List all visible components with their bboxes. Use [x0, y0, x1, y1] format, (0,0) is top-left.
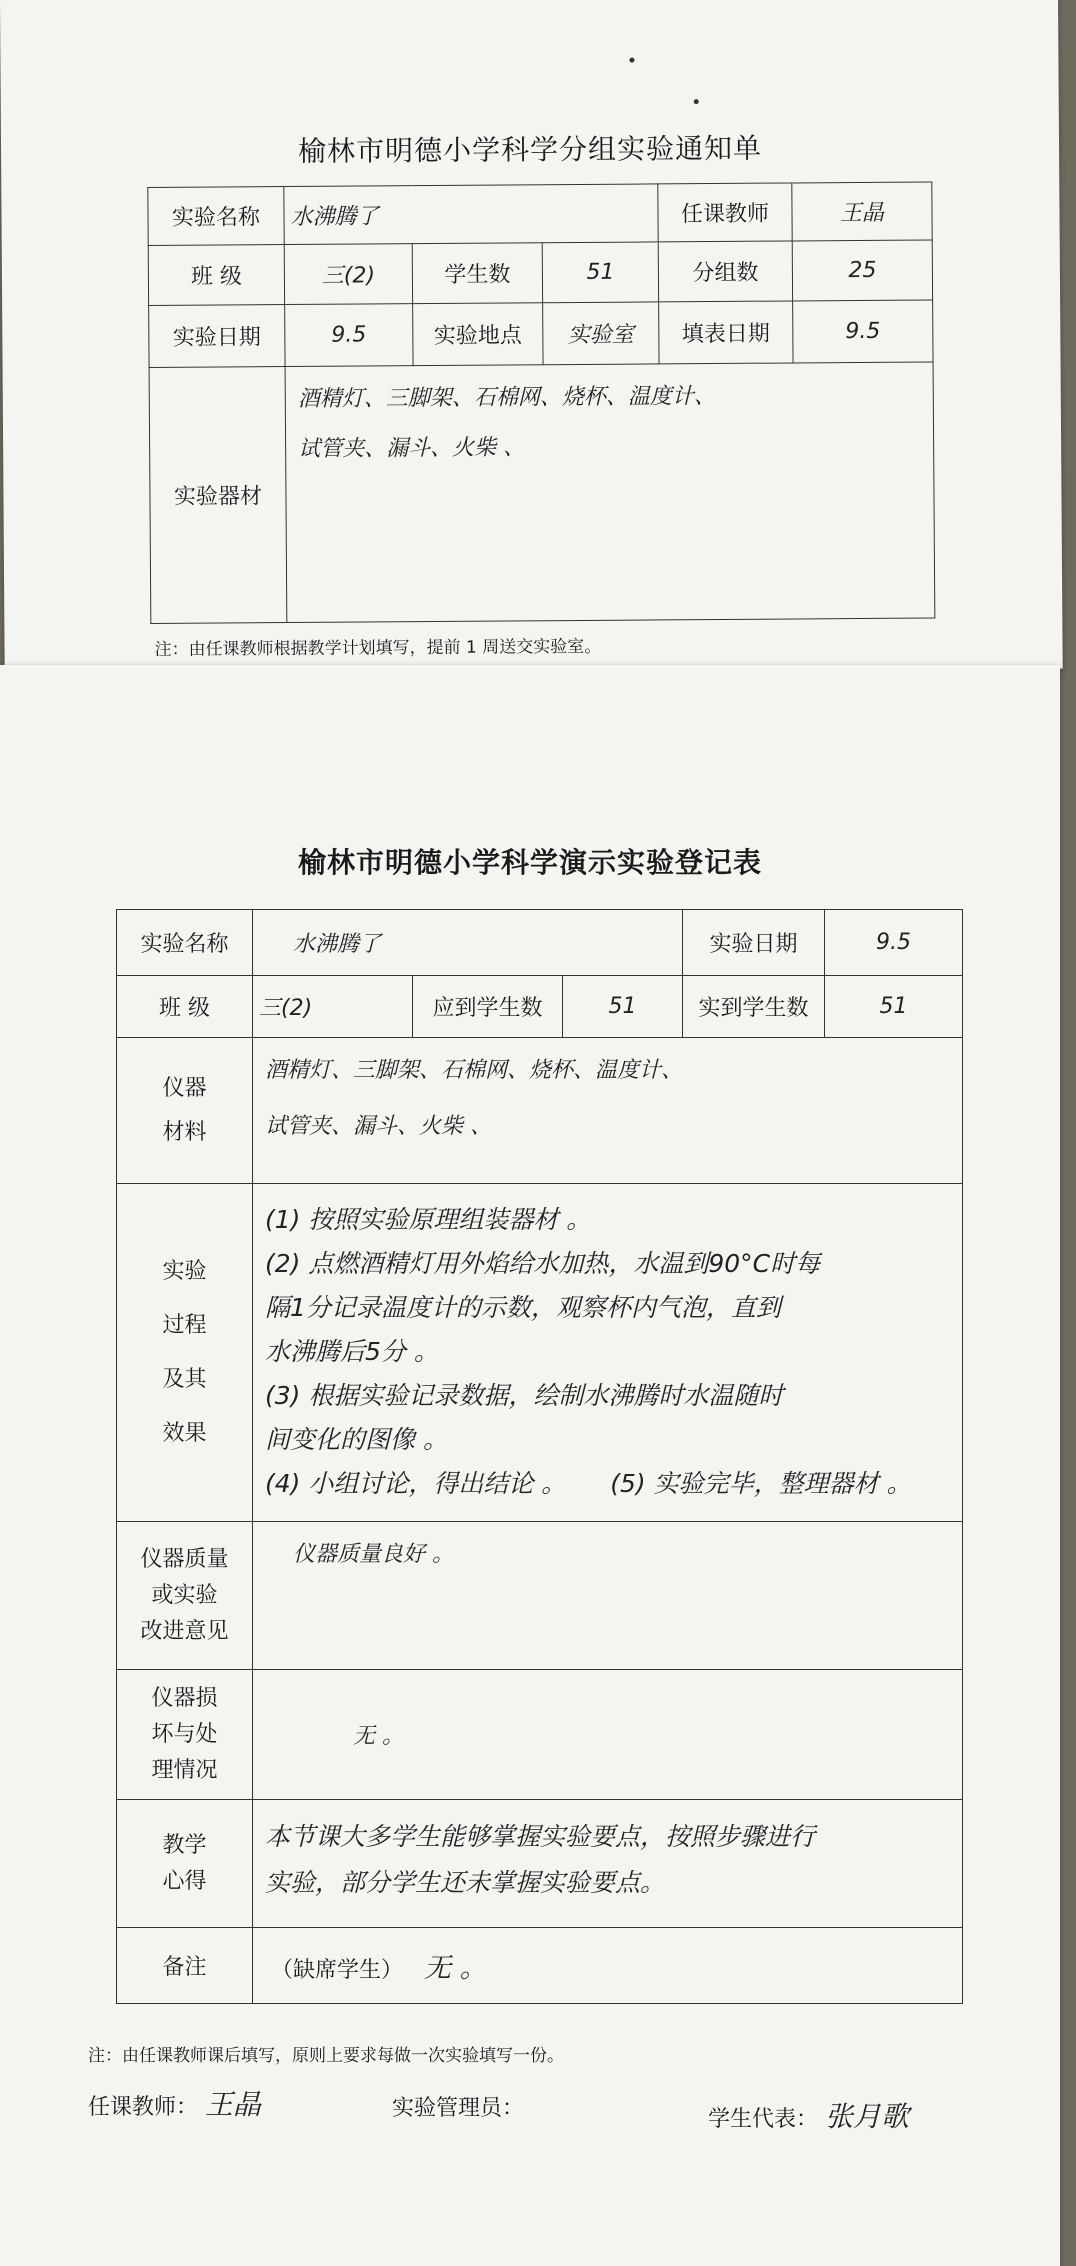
teacher-signature: [88, 2083, 261, 2123]
damage-label: 仪器损 坏与处 理情况: [117, 1670, 253, 1800]
register-row-class: [117, 976, 963, 1038]
fill-date-value: 9.5: [793, 300, 933, 363]
reg-equipment-value: [253, 1038, 963, 1184]
remarks-prefix: （缺席学生）: [271, 1958, 404, 1983]
notice-note: 注：由任课教师根据教学计划填写，提前 1 周送交实验室。: [154, 636, 602, 660]
process-line-1: (1) 按照实验原理组装器材 。: [265, 1205, 592, 1234]
register-row-process: [117, 1184, 963, 1522]
equipment-line-1: 酒精灯、三脚架、石棉网、烧杯、温度计、: [297, 384, 716, 412]
ink-dot: [629, 58, 634, 63]
expected-students-label: 应到学生数: [413, 976, 563, 1038]
register-row-damage: [117, 1670, 963, 1800]
group-count-value: 25: [792, 240, 932, 301]
register-row-equipment: [117, 1038, 963, 1184]
register-title: 榆林市明德小学科学演示实验登记表: [297, 846, 762, 879]
experiment-name-value: 水沸腾了: [284, 184, 658, 245]
reg-equipment-label: 仪器 材料: [117, 1038, 253, 1184]
student-rep-label: 学生代表：: [708, 2107, 819, 2132]
experiment-date-value: 9.5: [285, 304, 413, 367]
reg-equipment-line-1: 酒精灯、三脚架、石棉网、烧杯、温度计、: [265, 1058, 684, 1083]
remarks-absent-value: 无 。: [424, 1953, 487, 1984]
process-label: 实验 过程 及其 效果: [117, 1184, 253, 1522]
reg-experiment-name-label: 实验名称: [117, 910, 253, 976]
process-step-5: (5) 实验完毕，整理器材 。: [610, 1469, 912, 1498]
process-line-5: (3) 根据实验记录数据，绘制水沸腾时水温随时: [265, 1381, 784, 1410]
actual-students-label: 实到学生数: [683, 976, 825, 1038]
process-value: [253, 1184, 963, 1522]
actual-students-value: 51: [825, 976, 963, 1038]
notice-title: 榆林市明德小学科学分组实验通知单: [297, 131, 763, 168]
equipment-line-2: 试管夹、漏斗、火柴 、: [298, 435, 526, 462]
location-label: 实验地点: [413, 303, 543, 366]
process-line-6: 间变化的图像 。: [265, 1425, 448, 1454]
expected-students-value: 51: [563, 976, 683, 1038]
notice-table: [147, 181, 935, 623]
register-row-quality: [117, 1522, 963, 1670]
reflection-line-1: 本节课大多学生能够掌握实验要点，按照步骤进行: [265, 1822, 816, 1851]
damage-value: 无 。: [253, 1670, 963, 1800]
register-sheet: [0, 665, 1060, 2266]
notice-row-class: [148, 240, 932, 305]
student-count-value: 51: [542, 242, 658, 303]
reg-experiment-date-value: 9.5: [825, 910, 963, 976]
register-row-reflection: [117, 1800, 963, 1928]
process-line-7: [265, 1462, 950, 1506]
register-note: 注：由任课教师课后填写，原则上要求每做一次实验填写一份。: [88, 2046, 564, 2066]
admin-signature-label: 实验管理员：: [392, 2096, 525, 2121]
ink-dot: [694, 99, 699, 104]
reg-equipment-line-2: 试管夹、漏斗、火柴 、: [265, 1114, 492, 1139]
reg-experiment-name-value: 水沸腾了: [253, 910, 683, 976]
quality-label: 仪器质量 或实验 改进意见: [117, 1522, 253, 1670]
reflection-label: 教学 心得: [117, 1800, 253, 1928]
reg-class-label: 班 级: [117, 976, 253, 1038]
process-step-4: (4) 小组讨论，得出结论 。: [265, 1469, 567, 1498]
admin-signature: [392, 2091, 524, 2122]
register-row-name: [117, 910, 963, 976]
experiment-name-label: 实验名称: [148, 187, 284, 246]
teacher-signature-value: 王晶: [205, 2088, 262, 2121]
register-table: [116, 909, 963, 2004]
reflection-value: [253, 1800, 963, 1928]
process-line-4: 水沸腾后5分 。: [265, 1337, 439, 1366]
class-label: 班 级: [148, 245, 284, 306]
location-value: 实验室: [543, 302, 659, 365]
remarks-value: [253, 1928, 963, 2004]
class-value: 三(2): [284, 244, 412, 305]
register-row-remarks: [117, 1928, 963, 2004]
remarks-label: 备注: [117, 1928, 253, 2004]
teacher-label: 任课教师: [658, 183, 792, 242]
fill-date-label: 填表日期: [659, 301, 793, 364]
equipment-value: [285, 362, 935, 623]
group-count-label: 分组数: [658, 241, 792, 302]
process-line-3: 隔1分记录温度计的示数，观察杯内气泡，直到: [265, 1293, 781, 1322]
student-rep-signature: [708, 2095, 909, 2135]
quality-value: 仪器质量良好 。: [253, 1522, 963, 1670]
equipment-label: 实验器材: [149, 367, 287, 624]
process-line-2: (2) 点燃酒精灯用外焰给水加热，水温到90°C时每: [265, 1249, 821, 1278]
student-count-label: 学生数: [412, 243, 542, 304]
reg-class-value: 三(2): [253, 976, 413, 1038]
student-rep-value: 张月歌: [825, 2100, 910, 2133]
notice-sheet: [0, 0, 1063, 676]
notice-row-date: [149, 300, 933, 367]
teacher-signature-label: 任课教师：: [88, 2095, 199, 2120]
reflection-line-2: 实验，部分学生还未掌握实验要点。: [265, 1868, 666, 1897]
experiment-date-label: 实验日期: [149, 305, 285, 368]
notice-row-equipment: [149, 362, 935, 623]
notice-row-name: [148, 182, 932, 245]
reg-experiment-date-label: 实验日期: [683, 910, 825, 976]
teacher-value: 王晶: [792, 182, 932, 241]
